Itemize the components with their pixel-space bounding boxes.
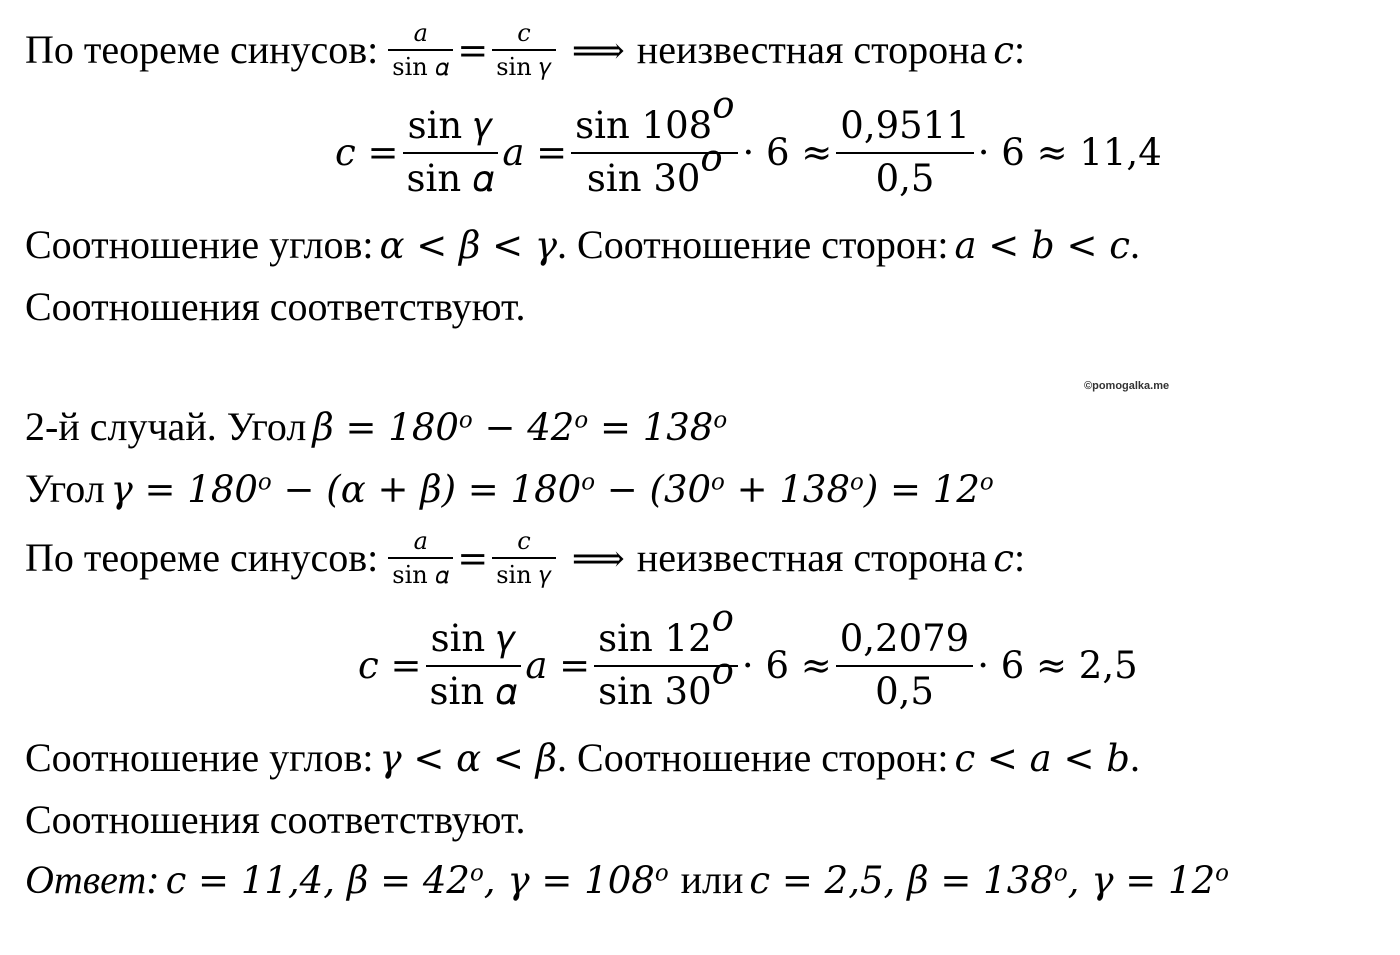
fraction-denominator: 0,5: [875, 669, 934, 713]
fraction-numerator: 𝑎: [413, 18, 428, 47]
case-2-text: 2-й случай. Угол: [25, 404, 307, 449]
colon: :: [1013, 27, 1026, 72]
fraction-numerator: $\sin 108^𝑜$: [575, 83, 735, 147]
formula-result: · 6 ≈ 11,4: [977, 131, 1162, 174]
fraction-02079-over-05: [836, 618, 973, 713]
answer-gamma-case-2: 𝛾 = $12^𝑜$: [1091, 858, 1229, 902]
side-inequality: 𝑎 < 𝑏 < 𝑐: [954, 223, 1130, 267]
answer-c-case-2: 𝑐 = 2,5,: [749, 858, 896, 902]
angle-ratio-text: Соотношение углов:: [25, 735, 374, 780]
answer-c-case-1: 𝑐 = 11,4,: [165, 858, 335, 902]
unknown-side-text: неизвестная сторона: [636, 27, 988, 72]
answer-line: [25, 857, 1229, 903]
period: .: [1129, 735, 1140, 780]
sine-theorem-line-2: [25, 528, 1025, 588]
beta-equation: 𝛽 = $180^𝑜 - 42^𝑜 = 138^𝑜$: [312, 405, 728, 449]
implies-arrow: ⟹: [571, 28, 625, 72]
sine-theorem-line-1: [25, 20, 1025, 80]
answer-beta-case-1: 𝛽 = $42^𝑜$,: [346, 858, 496, 902]
fraction-denominator: sin 𝛼: [429, 669, 518, 713]
fraction-numerator: 0,9511: [840, 103, 970, 147]
formula-a-equals: 𝑎 =: [525, 644, 591, 687]
angle-ratio-text: Соотношение углов:: [25, 222, 374, 267]
angle-inequality: 𝛼 < 𝛽 < 𝛾: [379, 223, 558, 267]
fraction-sin-gamma-over-sin-alpha: [403, 105, 499, 200]
angle-ratio-line-2: [25, 735, 1140, 781]
angle-inequality: 𝛾 < 𝛼 < 𝛽: [379, 736, 558, 780]
fraction-a-over-sin-alpha: [388, 20, 453, 81]
answer-gamma-case-1: 𝛾 = $108^𝑜$: [507, 858, 669, 902]
answer-label: Ответ:: [25, 857, 160, 902]
implies-arrow: ⟹: [571, 536, 625, 580]
side-inequality: 𝑐 < 𝑎 < 𝑏: [954, 736, 1130, 780]
fraction-denominator: $\sin 30^𝑜$: [598, 649, 734, 713]
fraction-denominator: sin 𝛾: [496, 561, 552, 589]
gamma-equation: 𝛾 = $180^𝑜$ − (𝛼 + 𝛽) = $180^𝑜 - (30^𝑜 + 138^𝑜) = 12^𝑜$: [110, 467, 994, 511]
formula-result: · 6 ≈ 2,5: [977, 644, 1138, 687]
colon: :: [1013, 535, 1026, 580]
fraction-denominator: $\sin 30^𝑜$: [586, 136, 723, 200]
variable-c: 𝑐: [993, 28, 1014, 72]
variable-c: 𝑐: [993, 536, 1014, 580]
fraction-sin108-over-sin30: [571, 83, 738, 200]
formula-a-equals: 𝑎 =: [502, 131, 568, 174]
case-2-gamma-line: [25, 466, 994, 512]
answer-beta-case-2: 𝛽 = $138^𝑜$,: [907, 858, 1080, 902]
fraction-09511-over-05: [836, 105, 973, 200]
fraction-numerator: 𝑐: [517, 526, 531, 555]
fraction-c-over-sin-gamma: [492, 528, 556, 589]
case-2-beta-line: [25, 404, 727, 450]
fraction-numerator: 𝑐: [517, 18, 531, 47]
fraction-denominator: sin 𝛼: [392, 53, 450, 81]
period: .: [1129, 222, 1140, 267]
sine-theorem-text: По теореме синусов:: [25, 27, 379, 72]
correspondence-line-2: [25, 797, 525, 843]
fraction-sin-gamma-over-sin-alpha: [426, 618, 522, 713]
side-ratio-text: . Соотношение сторон:: [557, 735, 949, 780]
correspondence-text: Соотношения соответствуют.: [25, 797, 526, 842]
fraction-denominator: 0,5: [875, 156, 935, 200]
unknown-side-text: неизвестная сторона: [636, 535, 988, 580]
fraction-numerator: sin 𝛾: [407, 103, 494, 147]
formula-case-1: [335, 83, 1162, 205]
times-six-approx: · 6 ≈: [742, 131, 833, 174]
fraction-c-over-sin-gamma: [492, 20, 556, 81]
equals-sign: =: [457, 28, 489, 72]
fraction-denominator: sin 𝛼: [392, 561, 450, 589]
fraction-a-over-sin-alpha: [388, 528, 453, 589]
angle-text: Угол: [25, 466, 105, 511]
fraction-denominator: sin 𝛼: [406, 156, 495, 200]
fraction-numerator: 𝑎: [413, 526, 428, 555]
fraction-numerator: $\sin 12^𝑜$: [598, 596, 734, 660]
watermark: ©pomogalka.me: [1084, 380, 1170, 392]
angle-ratio-line-1: [25, 222, 1140, 268]
formula-case-2: [358, 596, 1138, 718]
side-ratio-text: . Соотношение сторон:: [557, 222, 949, 267]
fraction-sin12-over-sin30: [594, 596, 738, 713]
formula-lhs: 𝑐 =: [335, 131, 399, 174]
formula-lhs: 𝑐 =: [358, 644, 422, 687]
correspondence-text: Соотношения соответствуют.: [25, 284, 526, 329]
fraction-numerator: sin 𝛾: [430, 616, 517, 660]
sine-theorem-text: По теореме синусов:: [25, 535, 379, 580]
fraction-numerator: 0,2079: [839, 616, 970, 660]
or-text: или: [680, 857, 744, 902]
equals-sign: =: [457, 536, 489, 580]
fraction-denominator: sin 𝛾: [496, 53, 552, 81]
correspondence-line-1: [25, 284, 525, 330]
times-six-approx: · 6 ≈: [741, 644, 832, 687]
